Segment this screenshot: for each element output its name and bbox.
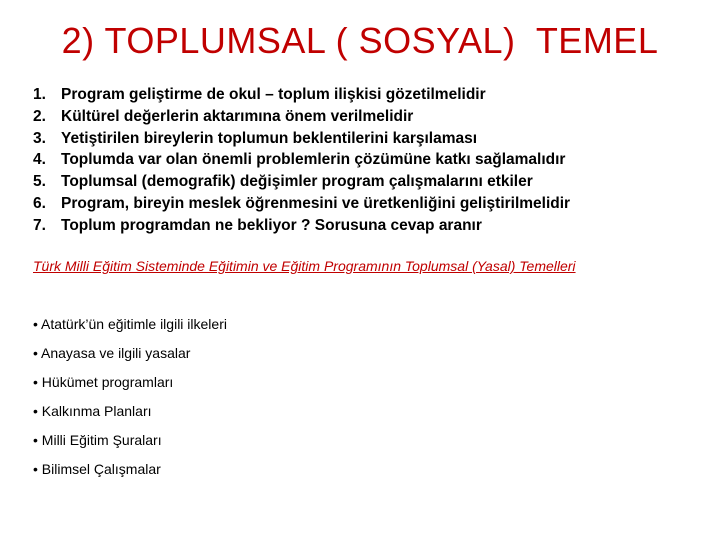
list-item-text: Kültürel değerlerin aktarımına önem verilmelidir — [61, 107, 414, 125]
list-item-text: Program, bireyin meslek öğrenmesini ve üretkenliğini geliştirilmelidir — [61, 194, 571, 212]
bullet-item: • Hükümet programları — [33, 374, 174, 390]
list-item-number: 6. — [33, 194, 46, 212]
bullet-item: • Atatürk’ün eğitimle ilgili ilkeleri — [33, 316, 227, 332]
list-item-text: Program geliştirme de okul – toplum ilişkisi gözetilmelidir — [61, 86, 486, 103]
slide-title: 2) TOPLUMSAL ( SOSYAL) TEMEL — [61, 20, 659, 61]
list-item-text: Toplumda var olan önemli problemlerin çözümüne katkı sağlamalıdır — [61, 151, 566, 169]
list-item-number: 2. — [33, 107, 46, 125]
list-item-text: Toplum programdan ne bekliyor ? Sorusuna cevap aranır — [61, 216, 482, 234]
list-item — [33, 171, 570, 193]
list-item — [33, 106, 570, 128]
list-item — [33, 128, 570, 150]
list-item — [33, 193, 570, 215]
list-item-number: 5. — [33, 173, 46, 191]
list-item-number: 7. — [33, 216, 46, 234]
list-item — [33, 215, 570, 237]
list-item-text: Yetiştirilen bireylerin toplumun beklentilerini karşılaması — [61, 129, 478, 147]
numbered-list — [33, 84, 570, 237]
list-item — [33, 84, 570, 106]
list-item-number: 1. — [33, 86, 46, 103]
bullet-list — [33, 314, 227, 488]
list-item-number: 3. — [33, 129, 46, 147]
list-item-text: Toplumsal (demografik) değişimler program çalışmalarını etkiler — [61, 173, 533, 191]
section-heading: Türk Milli Eğitim Sisteminde Eğitimin ve Eğitim Programının Toplumsal (Yasal) Temelleri — [33, 258, 576, 274]
bullet-item: • Milli Eğitim Şuraları — [33, 432, 162, 448]
bullet-item: • Anayasa ve ilgili yasalar — [33, 345, 191, 361]
list-item-number: 4. — [33, 151, 46, 169]
bullet-item: • Kalkınma Planları — [33, 403, 152, 419]
list-item — [33, 149, 570, 171]
bullet-item: • Bilimsel Çalışmalar — [33, 461, 161, 477]
